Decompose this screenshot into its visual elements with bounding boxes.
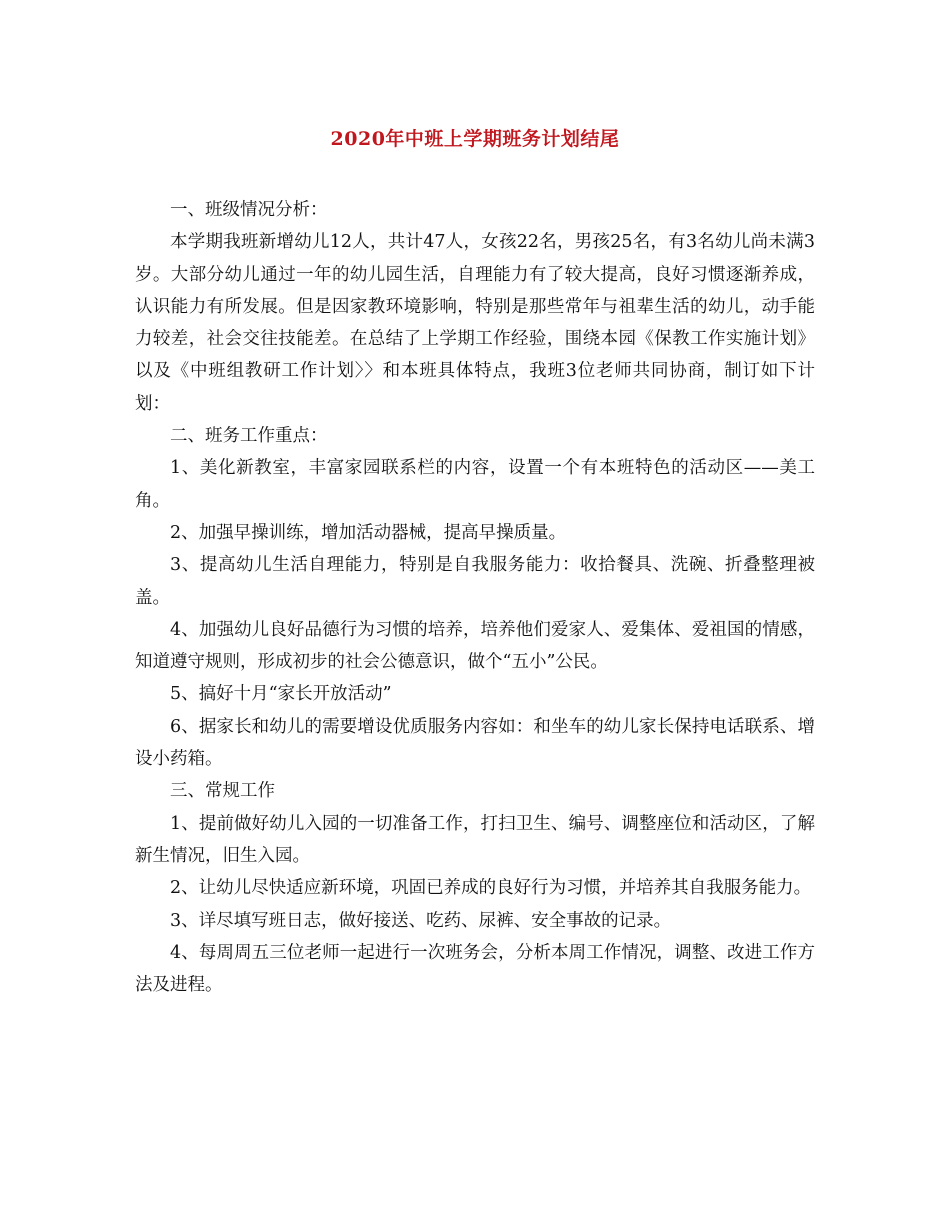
key-task-item-4: 4、加强幼儿良好品德行为习惯的培养，培养他们爱家人、爱集体、爱祖国的情感，知道遵守规则，形成初步的社会公德意识，做个“五小”公民。 bbox=[135, 619, 815, 673]
routine-item-3: 3、详尽填写班日志，做好接送、吃药、尿裤、安全事故的记录。 bbox=[170, 910, 672, 931]
document-body bbox=[135, 194, 815, 1001]
routine-item-2: 2、让幼儿尽快适应新环境，巩固已养成的良好行为习惯，并培养其自我服务能力。 bbox=[170, 878, 812, 899]
key-task-item-5: 5、搞好十月“家长开放活动” bbox=[170, 684, 392, 705]
document-title: 2020年中班上学期班务计划结尾 bbox=[330, 128, 620, 150]
section-heading-key-tasks: 二、班务工作重点： bbox=[170, 426, 328, 447]
key-task-item-2: 2、加强早操训练，增加活动器械，提高早操质量。 bbox=[170, 522, 567, 543]
routine-item-4: 4、每周周五三位老师一起进行一次班务会，分析本周工作情况，调整、改进工作方法及进程。 bbox=[135, 942, 815, 996]
key-task-item-6: 6、据家长和幼儿的需要增设优质服务内容如：和坐车的幼儿家长保持电话联系、增设小药箱。 bbox=[135, 716, 815, 770]
section-heading-class-analysis: 一、班级情况分析： bbox=[170, 200, 328, 220]
routine-item-1: 1、提前做好幼儿入园的一切准备工作，打扫卫生、编号、调整座位和活动区，了解新生情况，旧生入园。 bbox=[135, 813, 815, 866]
paragraph-class-analysis: 本学期我班新增幼儿12人，共计47人，女孩22名，男孩25名，有3名幼儿尚未满3岁。大部分幼儿通过一年的幼儿园生活，自理能力有了较大提高，良好习惯逐渐养成，认识能力有所发展。但是因家教环境影响，特别是那些常年与祖辈生活的幼儿，动手能力较差，社会交往技能差。在总结了上学期工作经验，围绕本园《保教工作实施计划》以及《中班组教研工作计划〉〉和本班具体特点，我班3位老师共同协商，制订如下计划： bbox=[135, 232, 815, 414]
key-task-item-3: 3、提高幼儿生活自理能力，特别是自我服务能力：收拾餐具、洗碗、折叠整理被盖。 bbox=[135, 555, 815, 608]
key-task-item-1: 1、美化新教室，丰富家园联系栏的内容，设置一个有本班特色的活动区——美工角。 bbox=[135, 458, 815, 511]
section-heading-routine-work: 三、常规工作 bbox=[170, 781, 275, 802]
